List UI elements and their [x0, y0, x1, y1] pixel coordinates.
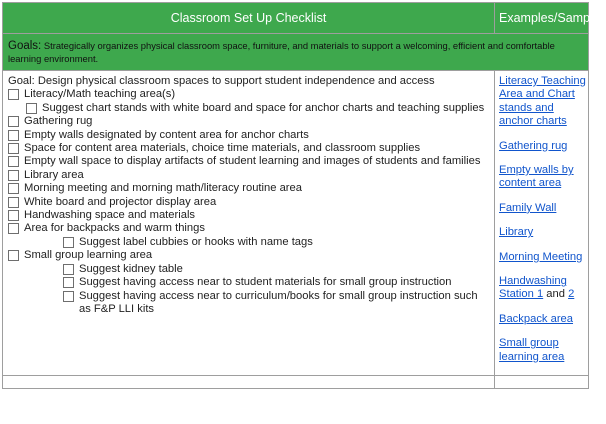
example-literacy — [499, 75, 588, 129]
handwashing-station-2-link[interactable]: 2 — [568, 288, 575, 301]
header-row — [3, 3, 589, 34]
checklist-item — [8, 249, 494, 262]
checkbox-icon[interactable] — [63, 277, 74, 288]
checklist-item-text: Empty walls designated by content area for anchor charts — [24, 128, 309, 141]
checklist-item-text: Area for backpacks and warm things — [24, 222, 205, 235]
checklist-item-text: Suggest having access near to curriculum/books for small group instruction such as F&P LLI kits — [79, 289, 478, 315]
checkbox-icon[interactable] — [8, 170, 19, 181]
checkbox-icon[interactable] — [8, 130, 19, 141]
and-link-text[interactable]: and — [522, 88, 545, 101]
checklist-cell — [3, 71, 495, 376]
library-link[interactable]: Library — [499, 226, 534, 239]
checklist-item-text: Small group learning area — [24, 249, 153, 262]
checklist-item-text: Gathering rug — [24, 115, 93, 128]
checklist-item — [8, 169, 494, 182]
checklist-item — [8, 88, 494, 101]
checklist-item — [8, 290, 494, 317]
example-small-group — [499, 337, 588, 364]
content-row — [3, 71, 589, 376]
checklist-item-text: White board and projector display area — [24, 195, 217, 208]
checklist-item-text: Space for content area materials, choice time materials, and classroom supplies — [24, 142, 421, 155]
checklist-item — [8, 129, 494, 142]
checkbox-icon[interactable] — [63, 237, 74, 248]
example-handwashing — [499, 275, 588, 302]
checkbox-icon[interactable] — [8, 183, 19, 194]
checklist-item — [8, 115, 494, 128]
goals-row — [3, 34, 589, 71]
empty-row — [3, 376, 589, 389]
checklist-item — [8, 222, 494, 235]
checkbox-icon[interactable] — [8, 197, 19, 208]
checkbox-icon[interactable] — [63, 291, 74, 302]
header-checklist: Classroom Set Up Checklist — [3, 3, 495, 34]
empty-cell-2 — [495, 376, 589, 389]
checklist-item-text: Empty wall space to display artifacts of student learning and images of students and families — [24, 155, 481, 168]
checklist-item-text: Morning meeting and morning math/literacy routine area — [24, 182, 302, 195]
goal-line: Goal: Design physical classroom spaces to support student independence and access — [8, 75, 435, 87]
checklist-item — [8, 209, 494, 222]
empty-cell-1 — [3, 376, 495, 389]
checklist-item-text: Handwashing space and materials — [24, 209, 196, 222]
checkbox-icon[interactable] — [8, 210, 19, 221]
checklist-item — [8, 102, 494, 115]
empty-walls-link[interactable]: Empty walls by content area — [499, 164, 574, 190]
examples-cell — [495, 71, 589, 376]
checkbox-icon[interactable] — [8, 143, 19, 154]
example-empty-walls — [499, 164, 588, 191]
checklist-item — [8, 142, 494, 155]
header-examples: Examples/Samples — [495, 3, 589, 34]
chart-stands-link[interactable]: Chart stands and anchor charts — [499, 88, 575, 128]
checklist-item — [8, 263, 494, 276]
morning-meeting-link[interactable]: Morning Meeting — [499, 250, 583, 263]
checklist-item-text: Suggest kidney table — [79, 262, 183, 275]
checklist-table — [2, 2, 606, 389]
checkbox-icon[interactable] — [8, 250, 19, 261]
checklist — [8, 88, 494, 316]
checkbox-icon[interactable] — [8, 89, 19, 100]
checklist-item-text: Suggest label cubbies or hooks with name tags — [79, 235, 313, 248]
checklist-item — [8, 276, 494, 289]
checklist-item-text: Suggest chart stands with white board and space for anchor charts and teaching supplies — [42, 101, 485, 114]
and-text: and — [543, 288, 569, 301]
checkbox-icon[interactable] — [63, 264, 74, 275]
checklist-item-text: Literacy/Math teaching area(s) — [24, 88, 176, 101]
checkbox-icon[interactable] — [26, 103, 37, 114]
family-wall-link[interactable]: Family Wall — [499, 201, 557, 214]
checkbox-icon[interactable] — [8, 223, 19, 234]
example-backpack — [499, 313, 588, 326]
goals-cell — [3, 34, 589, 71]
gathering-rug-link[interactable]: Gathering rug — [499, 139, 568, 152]
checkbox-icon[interactable] — [8, 116, 19, 127]
checklist-item — [8, 155, 494, 168]
checklist-item — [8, 182, 494, 195]
checklist-item — [8, 236, 494, 249]
example-library — [499, 226, 588, 239]
literacy-teaching-area-link[interactable]: Literacy Teaching Area — [499, 75, 586, 101]
checklist-item-text: Library area — [24, 168, 84, 181]
handwashing-station-1-link[interactable]: Handwashing Station 1 — [499, 275, 567, 301]
checkbox-icon[interactable] — [8, 156, 19, 167]
goals-text: Strategically organizes physical classroom space, furniture, and materials to support a welcoming, efficient and comfortable learning environment. — [8, 40, 555, 64]
checklist-item — [8, 196, 494, 209]
example-family-wall — [499, 202, 588, 215]
example-gathering — [499, 140, 588, 153]
goals-label: Goals: — [8, 40, 42, 52]
backpack-area-link[interactable]: Backpack area — [499, 312, 574, 325]
checklist-item-text: Suggest having access near to student materials for small group instruction — [79, 276, 452, 289]
example-morning — [499, 251, 588, 264]
small-group-learning-link[interactable]: Small group learning area — [499, 337, 565, 363]
